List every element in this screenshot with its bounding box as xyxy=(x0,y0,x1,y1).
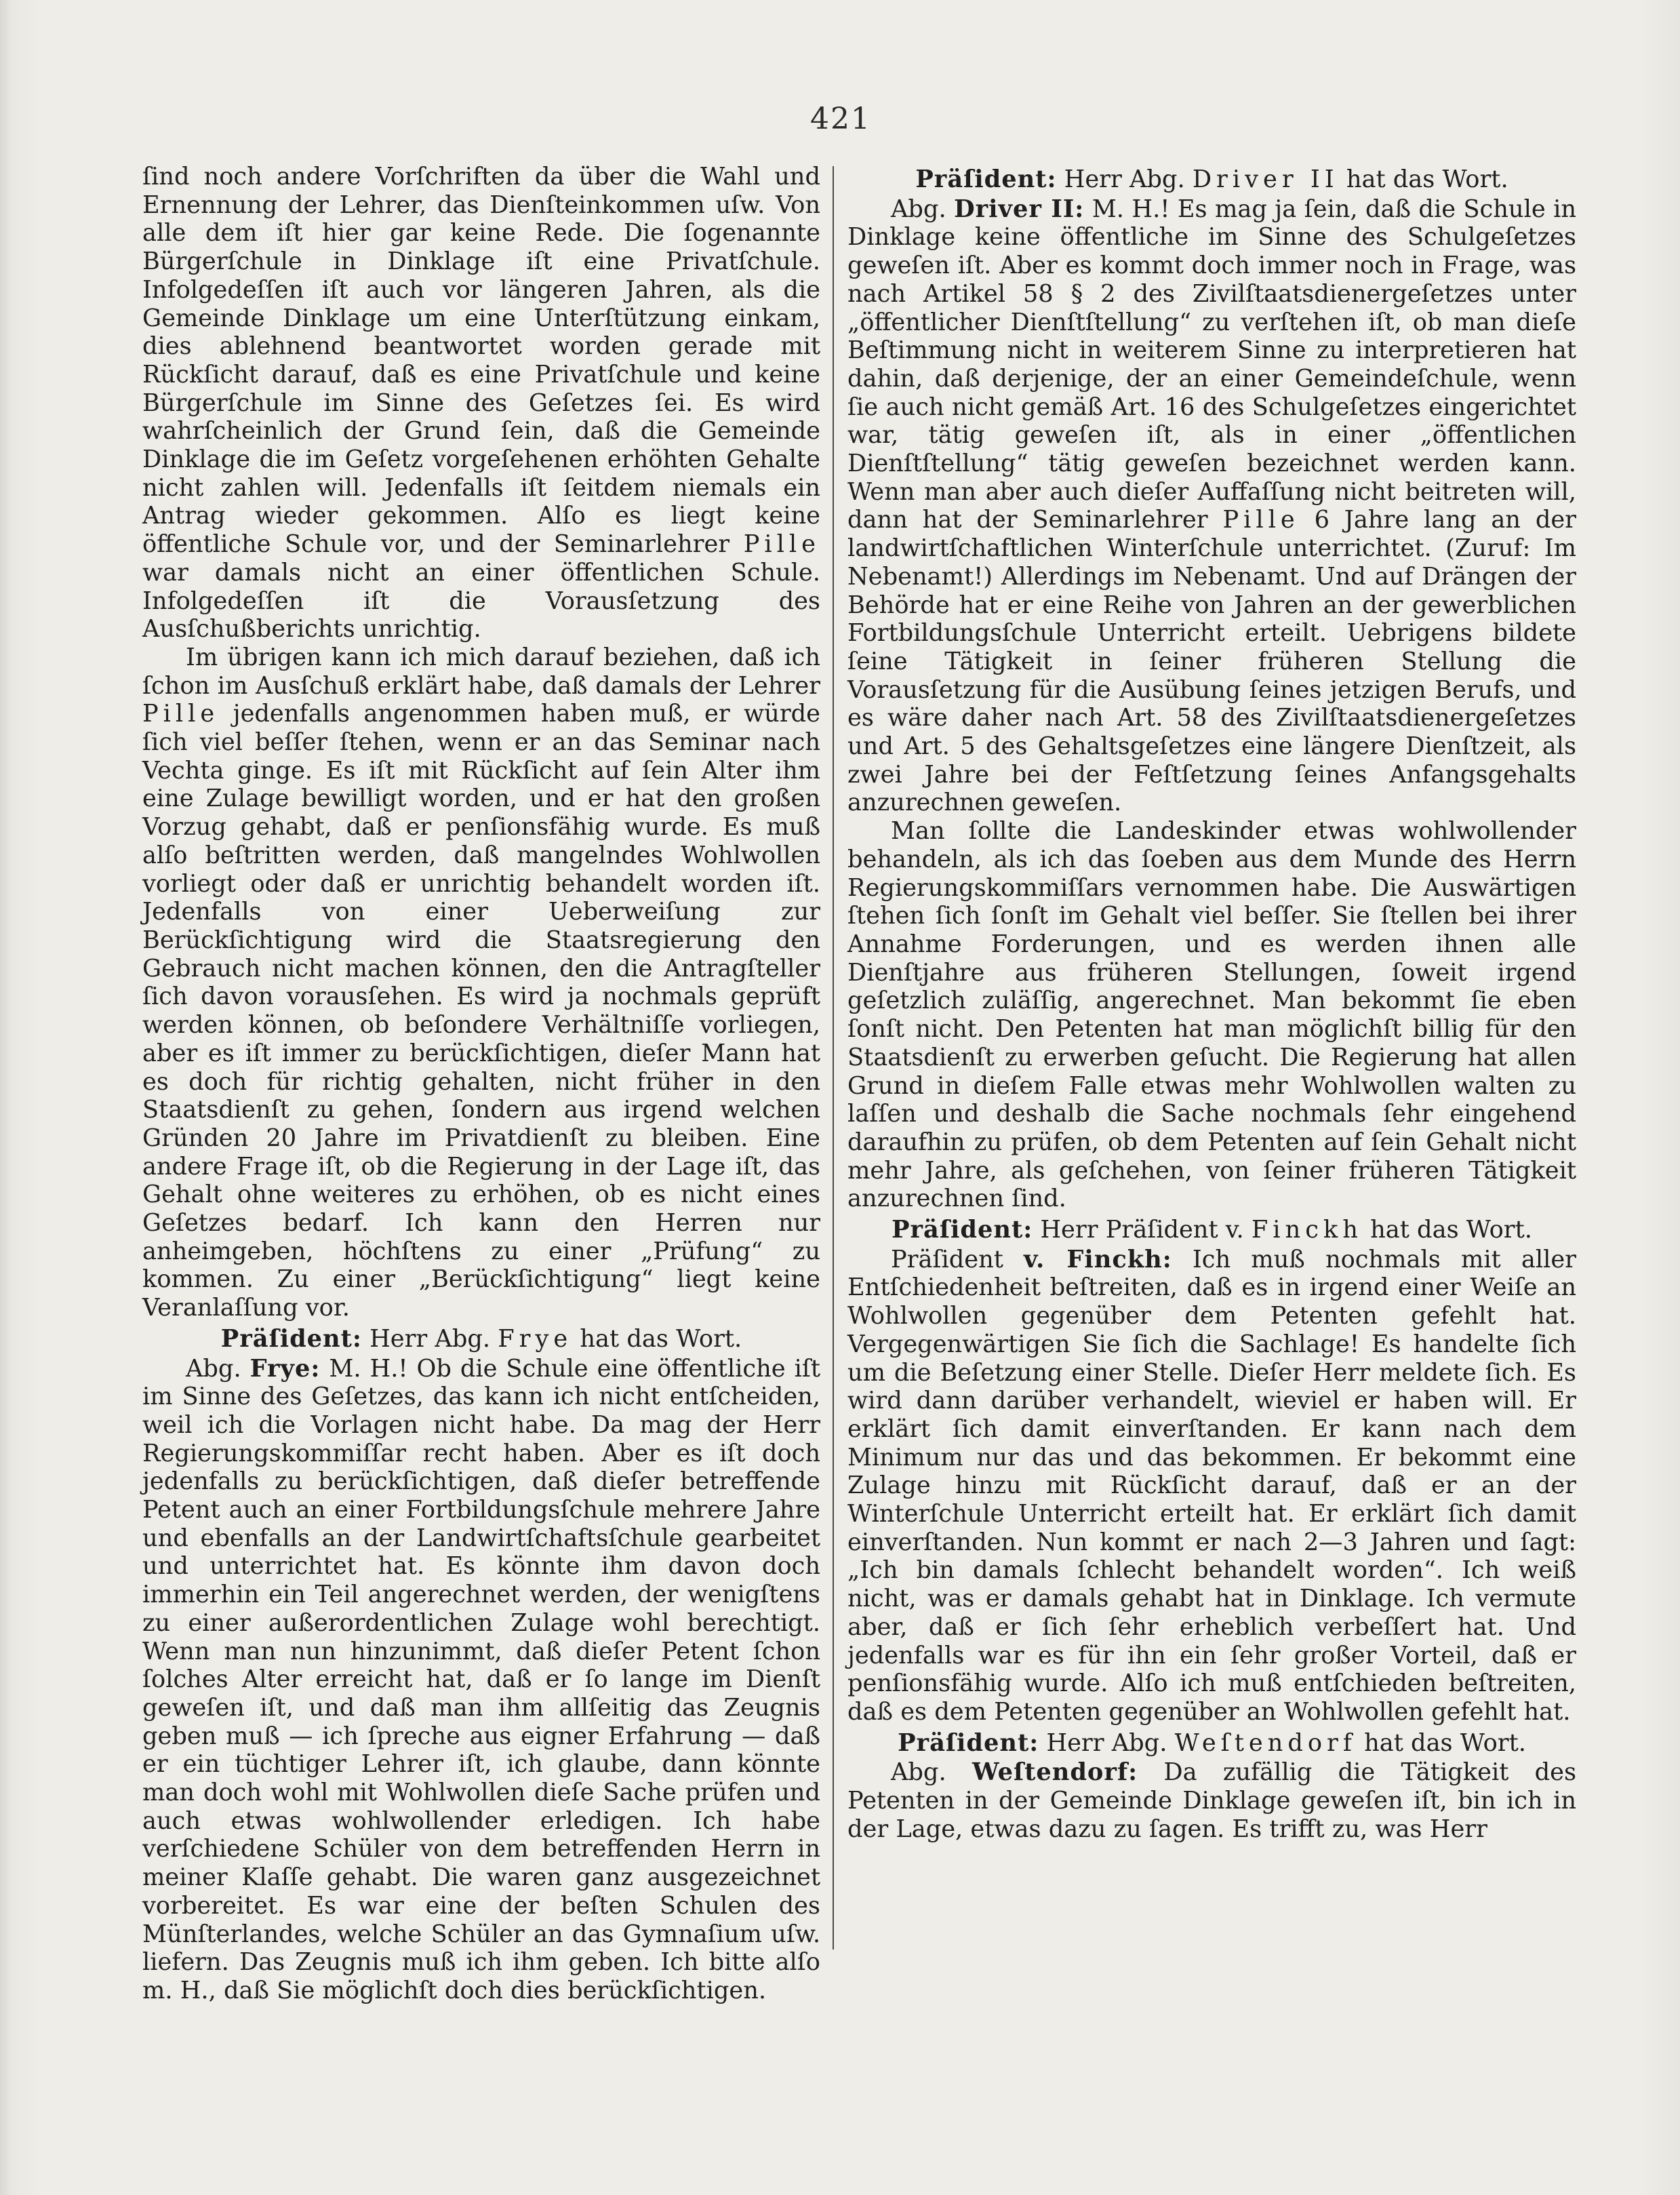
speaker-name: Weſtendorf: xyxy=(972,1758,1138,1787)
speaker-name: Driver II: xyxy=(954,195,1085,223)
speaker-name: Frye: xyxy=(249,1354,321,1383)
left-column xyxy=(142,163,820,2005)
right-paragraph-2: Man ſollte die Landeskinder etwas wohlwollender behandeln, als ich das ſoeben aus dem Munde des Herrn Regierungskommiſſars vernommen habe. Die Auswärtigen ſtehen ſich ſonſt im Gehalt viel beſſer. Sie ſtellen bei ihrer Annahme Forderungen, und es werden ihnen alle Dienſtjahre aus früheren Stellungen, ſoweit irgend geſetzlich zuläſſig, angerechnet. Man bekommt ſie eben ſonſt nicht. Den Petenten hat man möglichſt billig für den Staatsdienſt zu erwerben geſucht. Die Regierung hat allen Grund in dieſem Falle etwas mehr Wohlwollen walten zu laſſen und deshalb die Sache nochmals ſehr eingehend daraufhin zu prüfen, ob dem Petenten auf ſein Gehalt nicht mehr Jahre, als geſchehen, von ſeiner früheren Tätigkeit anzurechnen ſind. xyxy=(847,817,1576,1213)
speaker-heading-frye: Präſident: Herr Abg. Frye hat das Wort. xyxy=(220,1324,742,1353)
right-paragraph-finckh: Präſident v. Finckh: Ich muß nochmals mit aller Entſchiedenheit beſtreiten, daß es in irgend einer Weiſe an Wohlwollen gegenüber dem Petenten gefehlt hat. Vergegenwärtigen Sie ſich die Sachlage! Es handelte ſich um die Beſetzung einer Stelle. Dieſer Herr meldete ſich. Es wird dann darüber verhandelt, wieviel er haben will. Er erklärt ſich damit einverſtanden. Er kann nach dem Minimum nur das und das bekommen. Er bekommt eine Zulage hinzu mit Rückſicht darauf, daß er an der Winterſchule Unterricht erteilt hat. Er erklärt ſich damit einverſtanden. Nun kommt er nach 2—3 Jahren und ſagt: „Ich bin damals ſchlecht behandelt worden“. Ich weiß nicht, was er damals gehabt hat in Dinklage. Ich vermute aber, daß er ſich ſehr erheblich verbeſſert hat. Und jedenfalls war es für ihn ein ſehr großer Vorteil, daß er penſionsfähig wurde. Alſo ich muß entſchieden beſtreiten, daß es dem Petenten gegenüber an Wohlwollen gefehlt hat. xyxy=(847,1245,1576,1726)
right-column xyxy=(847,163,1576,1843)
name-pille: Pille xyxy=(1222,506,1300,534)
page-number: 421 xyxy=(810,102,871,136)
left-paragraph-2: Im übrigen kann ich mich darauf beziehen, daß ich ſchon im Ausſchuß erklärt habe, daß damals der Lehrer Pille jedenfalls angenommen haben muß, er würde ſich viel beſſer ſtehen, wenn er an das Seminar nach Vechta ginge. Es iſt mit Rückſicht auf ſein Alter ihm eine Zulage bewilligt worden, und er hat den großen Vorzug gehabt, daß er penſionsfähig wurde. Es muß alſo beſtritten werden, daß mangelndes Wohlwollen vorliegt oder daß er unrichtig behandelt worden iſt. Jedenfalls von einer Ueberweiſung zur Berückſichtigung wird die Staatsregierung den Gebrauch nicht machen können, den die Antragſteller ſich davon vorausſehen. Es wird ja nochmals geprüft werden können, ob beſondere Verhältniſſe vorliegen, aber es iſt immer zu berückſichtigen, dieſer Mann hat es doch für richtig gehalten, nicht früher in den Staatsdienſt zu gehen, ſondern aus irgend welchen Gründen 20 Jahre im Privatdienſt zu bleiben. Eine andere Frage iſt, ob die Regierung in der Lage iſt, das Gehalt ohne weiteres zu erhöhen, ob es nicht eines Geſetzes bedarf. Ich kann den Herren nur anheimgeben, höchſtens zu einer „Prüfung“ zu kommen. Zu einer „Berückſichtigung“ liegt keine Veranlaſſung vor. xyxy=(142,643,820,1322)
speaker-heading-driver: Präſident: Herr Abg. Driver II hat das Wort. xyxy=(915,165,1508,193)
left-paragraph-frye: Abg. Frye: M. H.! Ob die Schule eine öffentliche iſt im Sinne des Geſetzes, das kann ich nicht entſcheiden, weil ich die Vorlagen nicht habe. Da mag der Herr Regierungskommiſſar recht haben. Aber es iſt doch jedenfalls zu berückſichtigen, daß dieſer betreffende Petent auch an einer Fortbildungsſchule mehrere Jahre und ebenfalls an der Landwirtſchaftsſchule gearbeitet und unterrichtet hat. Es könnte ihm davon doch immerhin ein Teil angerechnet werden, der wenigſtens zu einer außerordentlichen Zulage wohl berechtigt. Wenn man nun hinzunimmt, daß dieſer Petent ſchon ſolches Alter erreicht hat, daß er ſo lange im Dienſt geweſen iſt, und daß man ihm allſeitig das Zeugnis geben muß — ich ſpreche aus eigner Erfahrung — daß er ein tüchtiger Lehrer iſt, ich glaube, dann könnte man doch wohl mit Wohlwollen dieſe Sache prüfen und auch etwas wohlwollender erledigen. Ich habe verſchiedene Schüler von dem betreffenden Herrn in meiner Klaſſe gehabt. Die waren ganz ausgezeichnet vorbereitet. Es war eine der beſten Schulen des Münſterlandes, welche Schüler an das Gymnaſium uſw. liefern. Das Zeugnis muß ich ihm geben. Ich bitte alſo m. H., daß Sie möglichſt doch dies berückſichtigen. xyxy=(142,1354,820,2004)
left-paragraph-1: ſind noch andere Vorſchriften da über die Wahl und Ernennung der Lehrer, das Dienſteinkommen uſw. Von alle dem iſt hier gar keine Rede. Die ſogenannte Bürgerſchule in Dinklage iſt eine Privatſchule. Infolgedeſſen iſt auch vor längeren Jahren, als die Gemeinde Dinklage um eine Unterſtützung einkam, dies ablehnend beantwortet worden gerade mit Rückſicht darauf, daß es eine Privatſchule und keine Bürgerſchule im Sinne des Geſetzes ſei. Es wird wahrſcheinlich der Grund ſein, daß die Gemeinde Dinklage die im Geſetz vorgeſehenen erhöhten Gehalte nicht zahlen will. Jedenfalls iſt ſeitdem niemals ein Antrag wieder gekommen. Alſo es liegt keine öffentliche Schule vor, und der Seminarlehrer Pille war damals nicht an einer öffentlichen Schule. Infolgedeſſen iſt die Vorausſetzung des Ausſchußberichts unrichtig. xyxy=(142,163,821,644)
speaker-heading-westendorf: Präſident: Herr Abg. Weſtendorf hat das Wort. xyxy=(898,1728,1526,1757)
column-divider xyxy=(833,166,834,1950)
name-pille: Pille xyxy=(142,700,220,728)
right-paragraph-westendorf: Abg. Weſtendorf: Da zufällig die Tätigkeit des Petenten in der Gemeinde Dinklage geweſen iſt, bin ich in der Lage, etwas dazu zu ſagen. Es trifft zu, was Herr xyxy=(847,1758,1577,1843)
speaker-heading-finckh: Präſident: Herr Präſident v. Finckh hat das Wort. xyxy=(892,1216,1532,1244)
speaker-name: v. Finckh: xyxy=(1024,1245,1172,1273)
name-pille: Pille xyxy=(743,530,821,559)
right-paragraph-driver: Abg. Driver II: M. H.! Es mag ja ſein, daß die Schule in Dinklage keine öffentliche im Sinne des Schulgeſetzes geweſen iſt. Aber es kommt doch immer noch in Frage, was nach Artikel 58 § 2 des Zivilſtaatsdienergeſetzes unter „öffentlicher Dienſtſtellung“ zu verſtehen iſt, ob man dieſe Beſtimmung nicht in weiterem Sinne zu interpretieren hat dahin, daß derjenige, der an einer Gemeindeſchule, wenn ſie auch nicht gemäß Art. 16 des Schulgeſetzes eingerichtet war, tätig geweſen iſt, als in einer „öffentlichen Dienſtſtellung“ tätig geweſen bezeichnet werden kann. Wenn man aber auch dieſer Auffaſſung nicht beitreten will, dann hat der Seminarlehrer Pille 6 Jahre lang an der landwirtſchaftlichen Winterſchule unterrichtet. (Zuruf: Im Nebenamt!) Allerdings im Nebenamt. Und auf Drängen der Behörde hat er eine Reihe von Jahren an der gewerblichen Fortbildungsſchule Unterricht erteilt. Uebrigens bildete ſeine Tätigkeit in ſeiner früheren Stellung die Vorausſetzung für die Ausübung ſeines jetzigen Berufs, und es wäre daher nach Art. 58 des Zivilſtaatsdienergeſetzes und Art. 5 des Gehaltsgeſetzes eine längere Dienſtzeit, als zwei Jahre bei der Feſtſetzung ſeines Anfangsgehalts anzurechnen geweſen. xyxy=(847,195,1577,817)
